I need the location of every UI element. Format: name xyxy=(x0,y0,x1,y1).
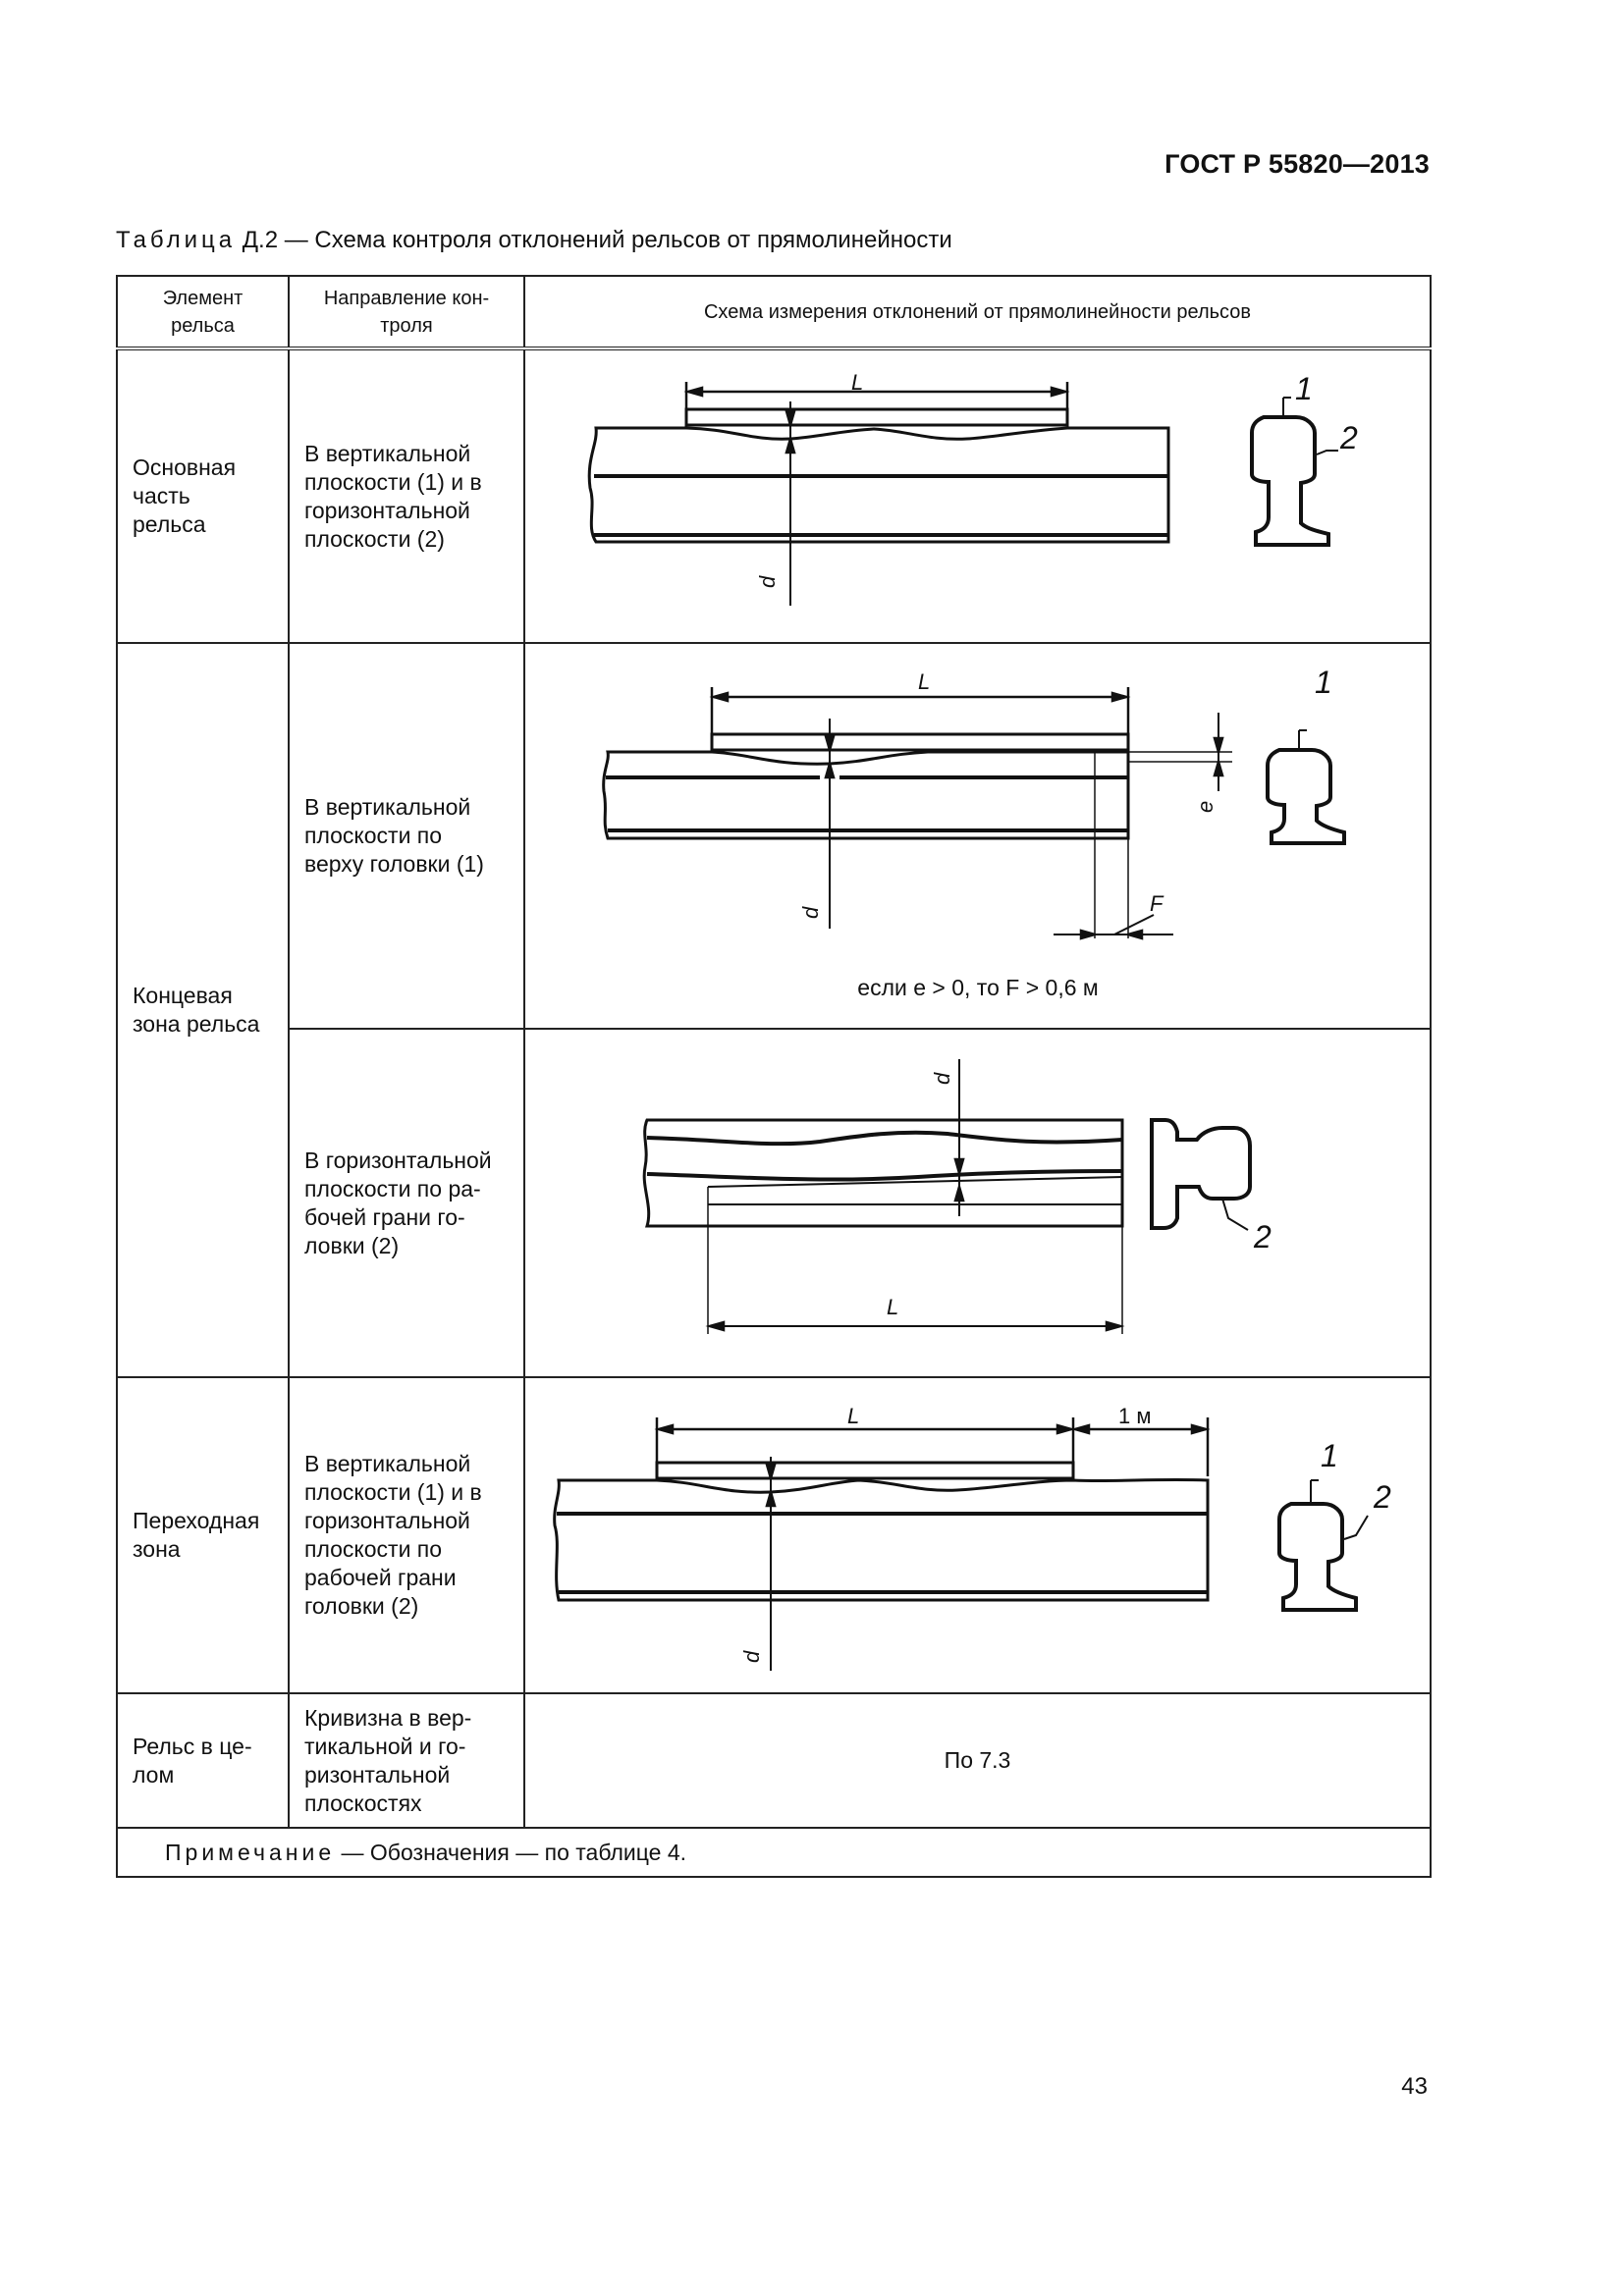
row2-scheme xyxy=(524,643,1431,1029)
row4-scheme xyxy=(524,1377,1431,1693)
row5-scheme: По 7.3 xyxy=(524,1693,1431,1828)
label-d: d xyxy=(798,906,823,919)
condition-text: если e > 0, то F > 0,6 м xyxy=(857,975,1099,1000)
row1-element: Основная часть рельса xyxy=(117,348,289,643)
straightness-table xyxy=(116,275,1432,1878)
label-2: 2 xyxy=(1374,1479,1391,1515)
row3-direction: В горизонтальной плоскости по ра- бочей грани го- ловки (2) xyxy=(289,1029,524,1377)
table-row xyxy=(117,643,1431,1029)
row3-scheme xyxy=(524,1029,1431,1377)
label-e: e xyxy=(1193,800,1218,813)
table-row xyxy=(117,1377,1431,1693)
rail-main-part-diagram xyxy=(525,350,1432,645)
rail-end-horizontal-diagram xyxy=(525,1030,1432,1378)
label-d: d xyxy=(930,1072,954,1085)
label-L: L xyxy=(851,370,864,395)
row4-direction: В вертикальной плоскости (1) и в горизонтальной плоскости по рабочей грани головки (2) xyxy=(289,1377,524,1693)
page-number: 43 xyxy=(1401,2073,1428,2100)
label-1: 1 xyxy=(1295,371,1313,406)
label-1m: 1 м xyxy=(1118,1404,1152,1428)
table-caption: Таблица Д.2 — Схема контроля отклонений рельсов от прямолинейности xyxy=(116,227,952,253)
header-direction: Направление кон- троля xyxy=(289,276,524,348)
table-note-row xyxy=(117,1828,1431,1877)
row1-direction: В вертикальной плоскости (1) и в горизонтальной плоскости (2) xyxy=(289,348,524,643)
label-2: 2 xyxy=(1254,1219,1272,1255)
label-2: 2 xyxy=(1340,420,1358,455)
header-element: Элемент рельса xyxy=(117,276,289,348)
rail-end-vertical-diagram xyxy=(525,644,1432,1030)
table-row xyxy=(117,1029,1431,1377)
table-note: Примечание — Обозначения — по таблице 4. xyxy=(117,1828,1431,1877)
label-F: F xyxy=(1150,891,1164,916)
row1-scheme xyxy=(524,348,1431,643)
row2-element: Концевая зона рельса xyxy=(117,643,289,1377)
label-L: L xyxy=(847,1404,860,1428)
label-d: d xyxy=(739,1650,764,1663)
table-row xyxy=(117,348,1431,643)
label-1: 1 xyxy=(1321,1438,1338,1473)
row5-direction: Кривизна в вер- тикальной и го- ризонтальной плоскостях xyxy=(289,1693,524,1828)
header-scheme: Схема измерения отклонений от прямолинейности рельсов xyxy=(524,276,1431,348)
table-header-row xyxy=(117,276,1431,348)
label-L: L xyxy=(918,669,931,694)
table-row xyxy=(117,1693,1431,1828)
label-1: 1 xyxy=(1315,665,1332,700)
label-L: L xyxy=(887,1295,899,1319)
document-code: ГОСТ Р 55820—2013 xyxy=(1164,149,1430,179)
row2-direction: В вертикальной плоскости по верху головки (1) xyxy=(289,643,524,1029)
row5-element: Рельс в це- лом xyxy=(117,1693,289,1828)
row4-element: Переходная зона xyxy=(117,1377,289,1693)
rail-transition-zone-diagram xyxy=(525,1378,1432,1694)
label-d: d xyxy=(755,575,780,588)
